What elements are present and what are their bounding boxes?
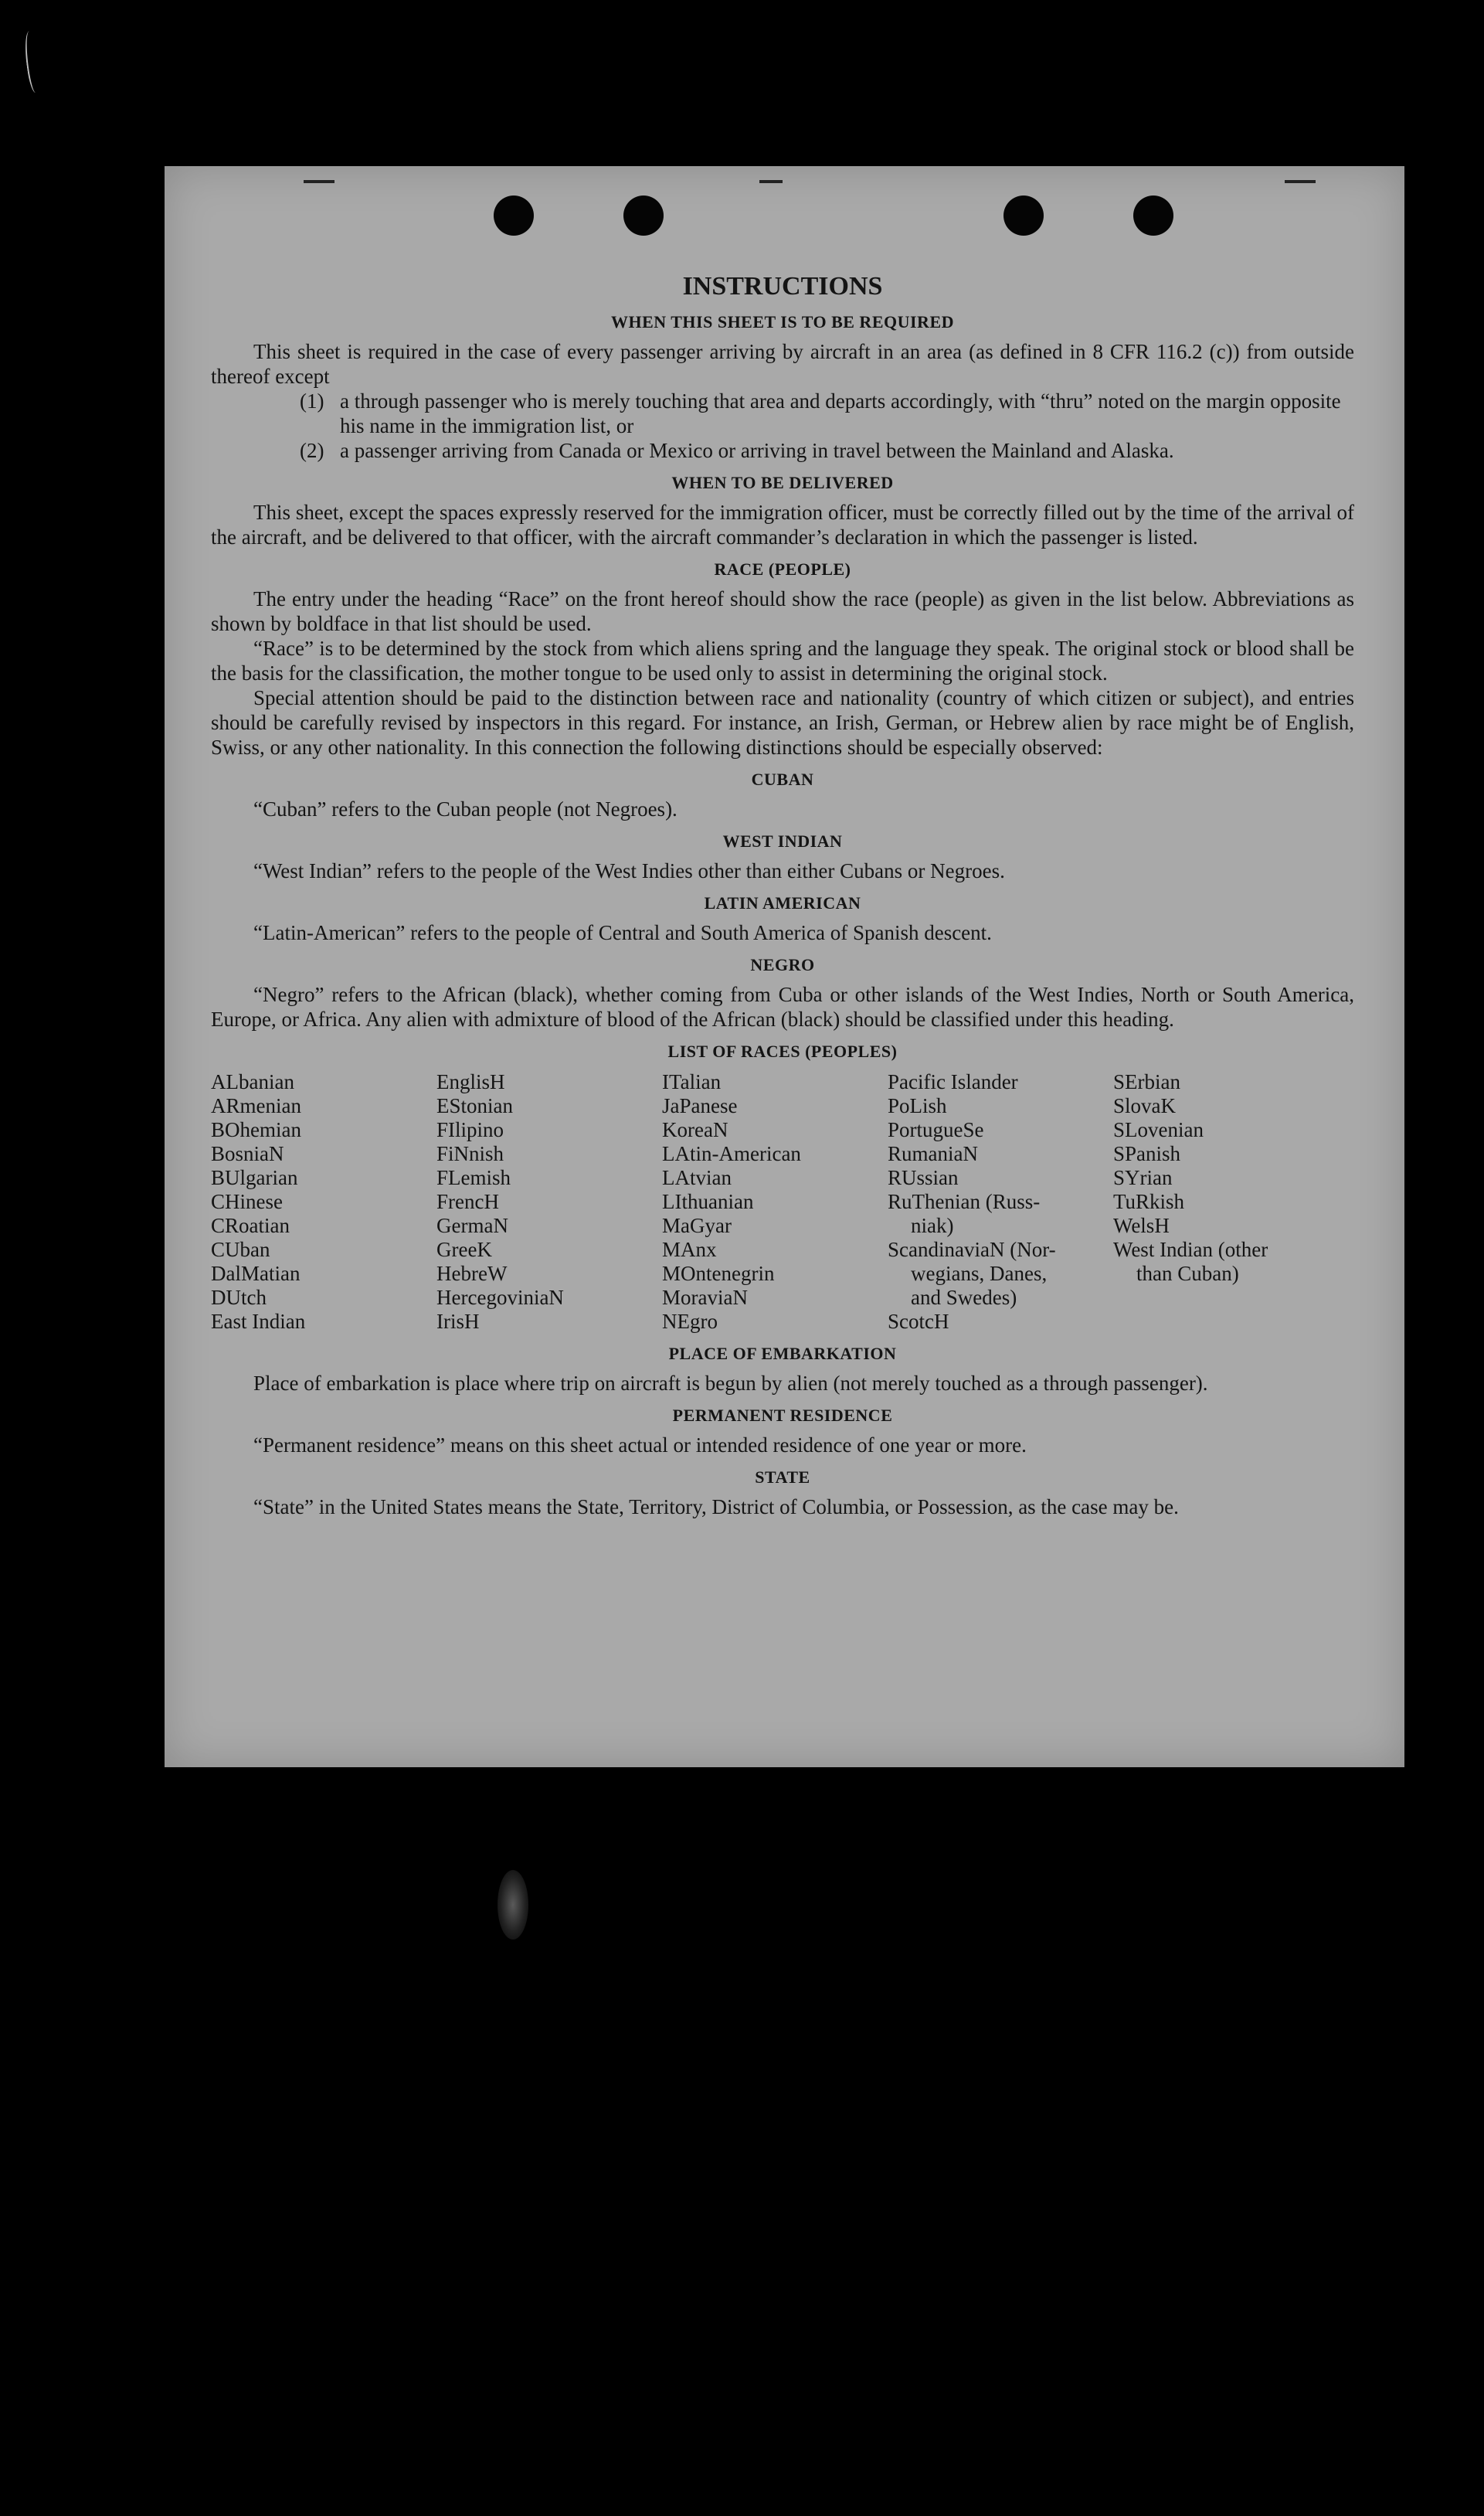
races-column-1 xyxy=(211,1070,436,1334)
scan-artifact-blob xyxy=(497,1870,528,1940)
race-entry: LAtin-American xyxy=(662,1142,801,1165)
cuban-text: “Cuban” refers to the Cuban people (not Negroes). xyxy=(253,797,677,821)
race-entry: FIlipino xyxy=(436,1118,504,1141)
race-entry: MoraviaN xyxy=(662,1286,748,1309)
race-entry: niak) xyxy=(911,1214,954,1237)
race-entry: BosniaN xyxy=(211,1142,284,1165)
race-entry: GermaN xyxy=(436,1214,508,1237)
race-entry: DalMatian xyxy=(211,1262,301,1285)
race-entry: IrisH xyxy=(436,1310,480,1333)
races-column-5 xyxy=(1113,1070,1339,1334)
race-entry: HebreW xyxy=(436,1262,508,1285)
race-entry: FrencH xyxy=(436,1190,499,1213)
race-entry: East Indian xyxy=(211,1310,306,1333)
race-entry: LAtvian xyxy=(662,1166,732,1189)
races-column-2 xyxy=(436,1070,662,1334)
race-entry: Pacific Islander xyxy=(888,1070,1018,1093)
race-entry: KoreaN xyxy=(662,1118,728,1141)
punch-hole xyxy=(1133,196,1173,236)
race-entry: EnglisH xyxy=(436,1070,505,1093)
race-paragraph-1: The entry under the heading “Race” on the front hereof should show the race (people) as given in the list below. Abbreviations as shown by boldface in that list should be used. xyxy=(211,587,1354,635)
race-entry: PoLish xyxy=(888,1094,947,1117)
race-entry: LIthuanian xyxy=(662,1190,754,1213)
races-list xyxy=(211,1070,1354,1334)
race-entry: RumaniaN xyxy=(888,1142,978,1165)
race-entry: wegians, Danes, xyxy=(911,1262,1048,1285)
race-entry: and Swedes) xyxy=(911,1286,1017,1309)
embarkation-text: Place of embarkation is place where trip on aircraft is begun by alien (not merely touched as a through passenger). xyxy=(253,1372,1208,1395)
race-entry: ITalian xyxy=(662,1070,722,1093)
section-heading-latin-american: LATIN AMERICAN xyxy=(704,893,861,913)
race-entry: SPanish xyxy=(1113,1142,1181,1165)
section-heading-required: WHEN THIS SHEET IS TO BE REQUIRED xyxy=(610,312,955,332)
race-entry: NEgro xyxy=(662,1310,718,1333)
race-entry: FLemish xyxy=(436,1166,511,1189)
latin-american-text: “Latin-American” refers to the people of Central and South America of Spanish descent. xyxy=(253,921,992,944)
race-entry: MOntenegrin xyxy=(662,1262,775,1285)
race-entry: GreeK xyxy=(436,1238,492,1261)
race-entry: ALbanian xyxy=(211,1070,294,1093)
exception-item xyxy=(300,438,1354,463)
state-text: “State” in the United States means the State, Territory, District of Columbia, or Possession, as the case may be. xyxy=(253,1495,1179,1518)
race-entry: West Indian (other xyxy=(1113,1238,1268,1261)
section-heading-cuban: CUBAN xyxy=(751,770,814,789)
race-entry: ScotcH xyxy=(888,1310,949,1333)
race-entry: BUlgarian xyxy=(211,1166,298,1189)
west-indian-text: “West Indian” refers to the people of the West Indies other than either Cubans or Negroes. xyxy=(253,859,1005,882)
race-entry: CHinese xyxy=(211,1190,283,1213)
required-intro: This sheet is required in the case of every passenger arriving by aircraft in an area (as defined in 8 CFR 116.2 (c)) from outside thereof except xyxy=(211,340,1354,388)
race-paragraph-2: “Race” is to be determined by the stock from which aliens spring and the language they speak. The original stock or blood shall be the basis for the classification, the mother tongue to be used only to assist in determining the original stock. xyxy=(211,637,1354,685)
exception-text: a through passenger who is merely touching that area and departs accordingly, with “thru” noted on the margin opposite his name in the immigration list, or xyxy=(340,389,1341,437)
races-column-3 xyxy=(662,1070,888,1334)
race-entry: SLovenian xyxy=(1113,1118,1204,1141)
race-entry: FiNnish xyxy=(436,1142,504,1165)
top-edge-marks xyxy=(165,180,1404,188)
race-entry: BOhemian xyxy=(211,1118,301,1141)
race-entry: MaGyar xyxy=(662,1214,732,1237)
race-paragraph-3: Special attention should be paid to the distinction between race and nationality (country of which citizen or subject), and entries should be carefully revised by inspectors in this regard. For instance, an Irish, German, or Hebrew alien by race might be of English, Swiss, or any other nationality. In this connection the following distinctions should be especially observed: xyxy=(211,686,1354,759)
race-entry: SYrian xyxy=(1113,1166,1173,1189)
race-entry: than Cuban) xyxy=(1136,1262,1239,1285)
delivered-text: This sheet, except the spaces expressly reserved for the immigration officer, must be correctly filled out by the time of the arrival of the aircraft, and be delivered to that officer, with the aircraft commander’s declaration in which the passenger is listed. xyxy=(211,501,1354,549)
race-entry: HercegoviniaN xyxy=(436,1286,564,1309)
race-entry: SErbian xyxy=(1113,1070,1180,1093)
race-entry: CUban xyxy=(211,1238,270,1261)
punch-hole xyxy=(623,196,664,236)
race-entry: RUssian xyxy=(888,1166,959,1189)
punch-hole xyxy=(494,196,534,236)
race-entry: MAnx xyxy=(662,1238,717,1261)
race-entry: SlovaK xyxy=(1113,1094,1176,1117)
race-entry: TuRkish xyxy=(1113,1190,1185,1213)
exception-number: (1) xyxy=(300,389,324,413)
exception-item xyxy=(300,389,1354,438)
residence-text: “Permanent residence” means on this sheet actual or intended residence of one year or more. xyxy=(253,1433,1027,1457)
section-heading-negro: NEGRO xyxy=(750,955,815,974)
race-entry: WelsH xyxy=(1113,1214,1170,1237)
section-heading-delivered: WHEN TO BE DELIVERED xyxy=(671,473,894,492)
race-entry: ARmenian xyxy=(211,1094,301,1117)
page-title: INSTRUCTIONS xyxy=(682,272,883,301)
exception-text: a passenger arriving from Canada or Mexico or arriving in travel between the Mainland and Alaska. xyxy=(340,439,1174,462)
document-sheet xyxy=(165,166,1404,1767)
instructions-content xyxy=(211,274,1354,1519)
race-entry: JaPanese xyxy=(662,1094,738,1117)
section-heading-state: STATE xyxy=(755,1467,810,1487)
scan-artifact-mark xyxy=(22,30,43,93)
section-heading-list-of-races: LIST OF RACES (PEOPLES) xyxy=(667,1042,898,1061)
race-entry: DUtch xyxy=(211,1286,267,1309)
punch-hole xyxy=(1003,196,1044,236)
races-column-4 xyxy=(888,1070,1113,1334)
race-entry: RuThenian (Russ- xyxy=(888,1190,1041,1213)
section-heading-race: RACE (PEOPLE) xyxy=(714,559,851,579)
exception-number: (2) xyxy=(300,439,324,462)
negro-text: “Negro” refers to the African (black), whether coming from Cuba or other islands of the West Indies, North or South America, Europe, or Africa. Any alien with admixture of blood of the African (black) should be classified under this heading. xyxy=(211,983,1354,1031)
race-entry: ScandinaviaN (Nor- xyxy=(888,1238,1056,1261)
section-heading-west-indian: WEST INDIAN xyxy=(722,831,843,851)
race-entry: PortugueSe xyxy=(888,1118,984,1141)
section-heading-embarkation: PLACE OF EMBARKATION xyxy=(668,1344,897,1363)
section-heading-residence: PERMANENT RESIDENCE xyxy=(672,1406,893,1425)
race-entry: CRoatian xyxy=(211,1214,290,1237)
race-entry: EStonian xyxy=(436,1094,513,1117)
